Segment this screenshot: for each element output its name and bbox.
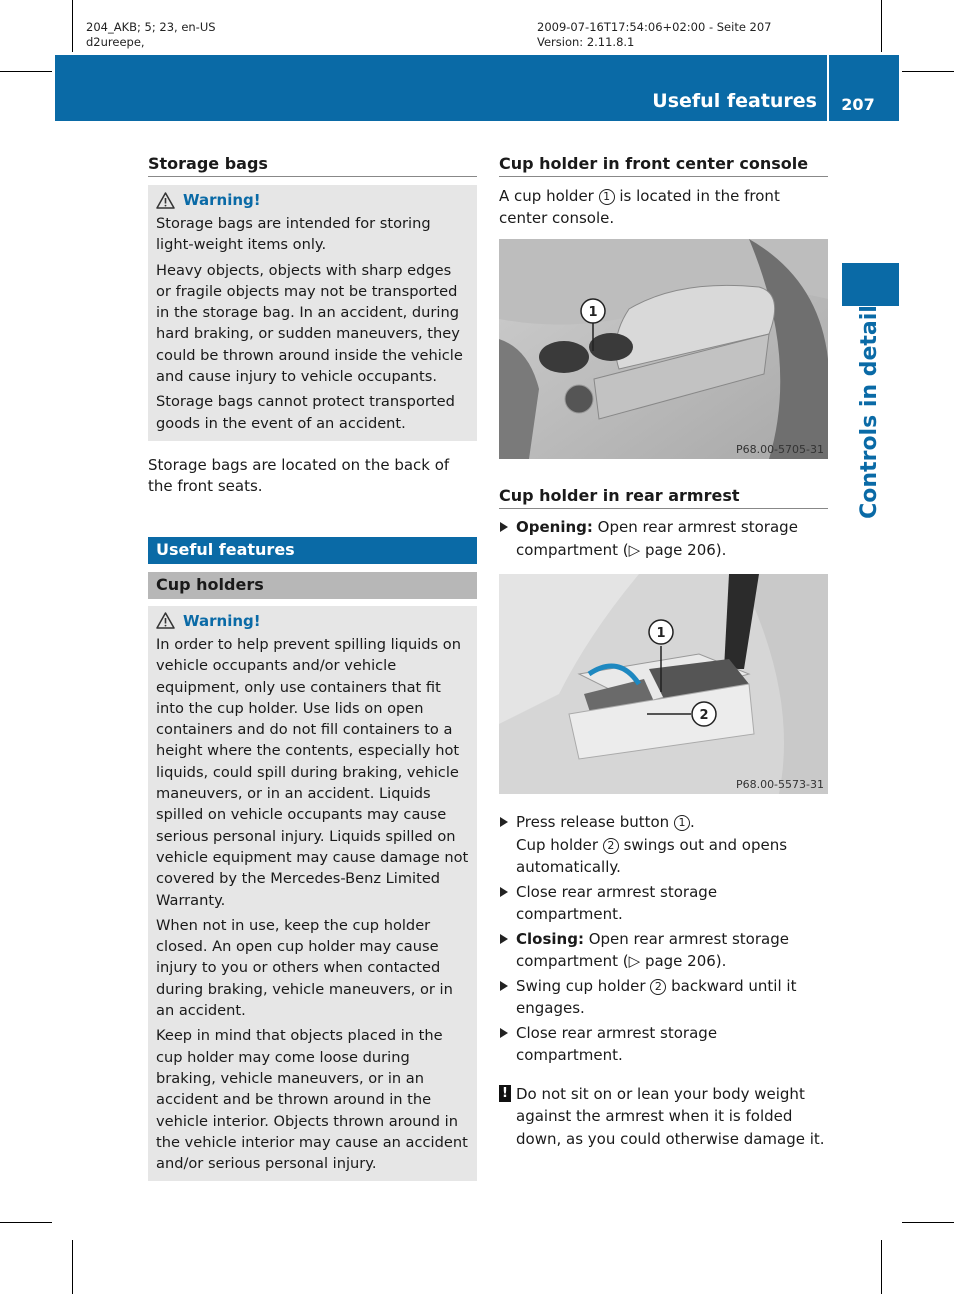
warning-paragraph: When not in use, keep the cup holder closed. An open cup holder may cause injury to you or others when contacted during braking, vehicle maneuvers, or in an accident. [156,916,453,1020]
side-tab-label: Controls in detail [857,305,882,519]
rear-armrest-illustration [499,574,828,794]
text-run: Do not sit on or lean your body weight against the armrest when it is folded down, as you could otherwise damage it. [516,1084,825,1148]
instruction-step [499,811,828,879]
crop-mark [902,71,954,72]
warning-paragraph: Storage bags are intended for storing light-weight items only. [156,215,431,254]
warning-paragraph: Storage bags cannot protect transported goods in the event of an accident. [156,393,455,432]
meta-line: Version: 2.11.8.1 [537,35,635,49]
instruction-closing [499,928,828,973]
instruction-step [499,1022,828,1067]
text-run: is located in the front center console. [499,187,780,227]
right-column [499,154,828,229]
warning-label: Warning! [183,611,261,630]
text-run: . [689,813,695,831]
front-console-illustration [499,239,828,459]
callout-1-symbol: 1 [674,815,690,831]
crop-mark [72,1240,73,1294]
bullet-arrow-icon [500,887,508,897]
text-run: Open rear armrest storage compartment (▷ page 206). [516,929,789,970]
callout-1-symbol: 1 [599,189,615,205]
warning-paragraph: Heavy objects, objects with sharp edges or fragile objects may not be transported in the storage bag. In an accident, during hard braking, or sudden maneuvers, they could be thrown around inside the vehicle and cause injury to vehicle occupants. [156,261,463,386]
svg-text:2: 2 [699,708,709,723]
bullet-arrow-icon [500,817,508,827]
text-run: Open rear armrest storage compartment (▷ page 206). [516,518,798,559]
text-run: Close rear armrest storage compartment. [516,882,718,923]
crop-mark [0,71,52,72]
cup-holders-band: Cup holders [148,572,477,599]
front-cup-holder-heading: Cup holder in front center console [499,154,828,177]
warning-label: Warning! [183,191,261,209]
warning-paragraph: In order to help prevent spilling liquids on vehicle occupants and/or vehicle equipment, only use containers that fit into the cup holder. Use lids on open containers and do not fill containers to a height where the contents, especially hot liquids, could spill during braking, vehicle maneuvers, or in an accident. Liquids spilled on vehicle occupants may cause serious personal injury. Liquids spilled on vehicle equipment may cause damage not covered by the Mercedes-Benz Limited Warranty. [156,635,469,909]
closing-label: Closing: [516,929,584,948]
print-meta-left [86,20,216,50]
text-run: A cup holder [499,187,599,205]
instruction-step [499,881,828,926]
right-column-lower [499,486,828,563]
crop-mark [0,1222,52,1223]
text-run: Close rear armrest storage compartment. [516,1023,718,1064]
header-title: Useful features [652,90,817,112]
meta-line: 204_AKB; 5; 23, en-US [86,20,216,34]
right-column-instructions [499,811,828,1152]
front-console-photo [499,239,828,459]
crop-mark [72,0,73,52]
callout-2-symbol: 2 [603,838,619,854]
rear-cup-holder-heading: Cup holder in rear armrest [499,486,828,509]
warning-box-cup-holders [148,606,477,1181]
crop-mark [902,1222,954,1223]
bullet-arrow-icon [500,1028,508,1038]
storage-bags-heading: Storage bags [148,154,477,177]
crop-mark [881,0,882,52]
opening-label: Opening: [516,518,593,536]
warning-box-storage [148,185,477,441]
front-cup-holder-text [499,186,828,229]
warning-triangle-icon [156,192,175,209]
meta-line: d2ureepe, [86,35,145,49]
warning-paragraph: Keep in mind that objects placed in the cup holder may come loose during braking, vehicle maneuvers, or in an accident and be thrown around in the vehicle interior. Objects thrown around in the vehicle interior may cause an accident and/or serious personal injury. [156,1027,468,1173]
warning-header [156,191,469,209]
useful-features-band: Useful features [148,537,477,564]
text-run: Press release button [516,813,674,831]
storage-bags-text: Storage bags are located on the back of the front seats. [148,455,450,496]
meta-line: 2009-07-16T17:54:06+02:00 - Seite 207 [537,20,772,34]
photo-reference-id: P68.00-5705-31 [735,443,824,456]
crop-mark [881,1240,882,1294]
warning-header [156,612,469,630]
bullet-arrow-icon [500,981,508,991]
rear-armrest-photo [499,574,828,794]
text-run: Swing cup holder [516,976,651,995]
page-number: 207 [841,95,875,114]
instruction-step [499,975,828,1020]
left-column [148,154,477,1181]
damage-note [499,1083,828,1151]
text-run: Cup holder [516,835,603,854]
text-run: swings out and opens automatically. [516,835,788,876]
svg-text:1: 1 [588,305,598,320]
bullet-arrow-icon [500,934,508,944]
callout-2-symbol: 2 [650,979,666,995]
print-meta-right [537,20,772,50]
exclamation-icon: ! [499,1085,511,1102]
photo-reference-id: P68.00-5573-31 [735,778,824,791]
instruction-opening [499,516,828,561]
svg-text:1: 1 [656,626,666,641]
bullet-arrow-icon [500,522,508,532]
warning-triangle-icon [156,612,175,629]
text-run: backward until it engages. [516,976,797,1017]
